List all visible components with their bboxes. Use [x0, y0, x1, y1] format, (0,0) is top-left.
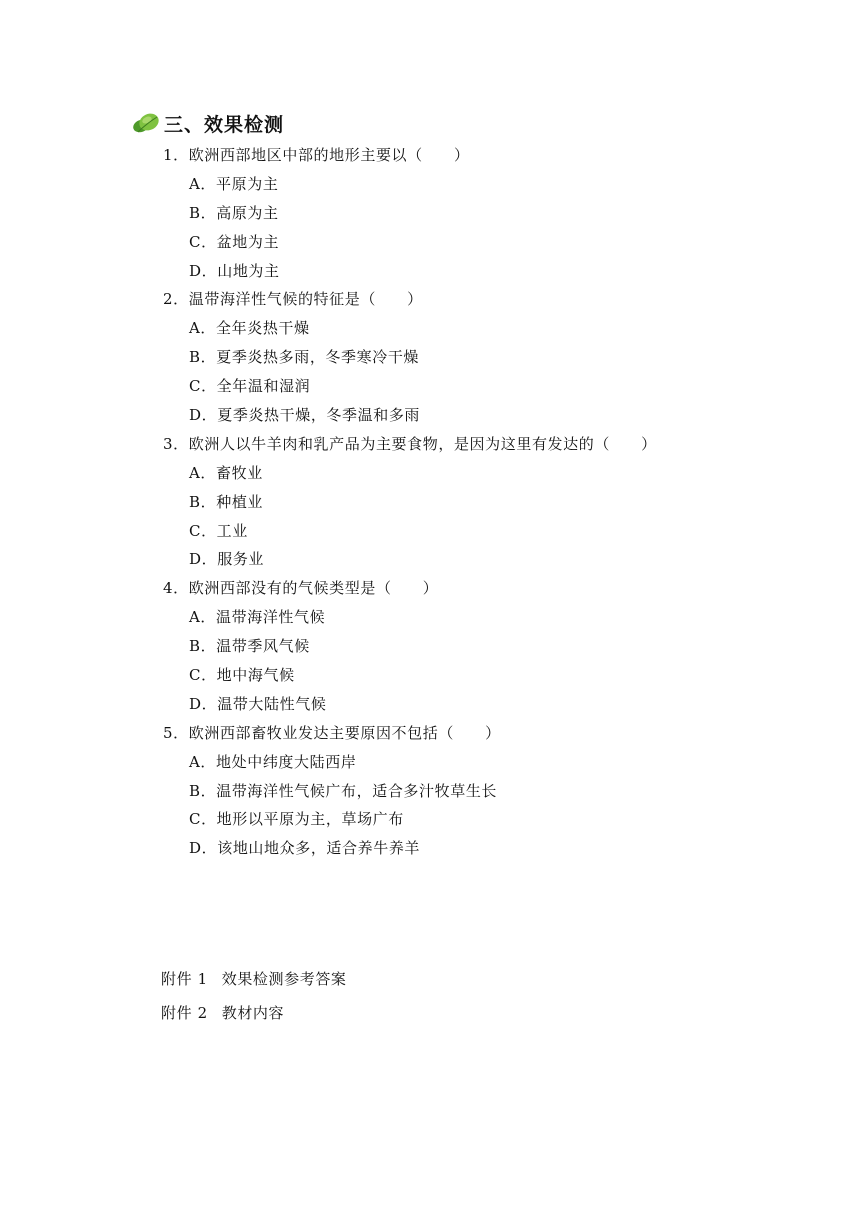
option-2d: D．夏季炎热干燥，冬季温和多雨: [189, 406, 421, 425]
question-text: 温带海洋性气候的特征是（ ）: [188, 290, 423, 309]
question-text: 欧洲人以牛羊肉和乳产品为主要食物，是因为这里有发达的（ ）: [188, 434, 657, 453]
attachment-list: [161, 962, 347, 1030]
question-2: [163, 285, 657, 314]
section-title: 三、效果检测: [164, 113, 285, 136]
question-number: 3．: [163, 434, 189, 453]
question-text: 欧洲西部地区中部的地形主要以（ ）: [188, 146, 470, 164]
option-3b: B．种植业: [189, 492, 264, 511]
question-4: [163, 574, 657, 603]
option-4d: D．温带大陆性气候: [189, 694, 327, 713]
question-5: [163, 719, 657, 748]
question-text: 欧洲西部畜牧业发达主要原因不包括（ ）: [188, 723, 501, 742]
section-heading: [132, 106, 284, 140]
question-3: [163, 430, 657, 459]
question-number: 5．: [163, 723, 189, 742]
option-4b: B．温带季风气候: [189, 637, 310, 656]
option-4a: A．温带海洋性气候: [189, 608, 326, 627]
question-1: [163, 141, 657, 170]
question-list: [163, 141, 657, 863]
option-5d: D．该地山地众多，适合养牛养羊: [189, 839, 421, 858]
attachment-text: 效果检测参考答案: [221, 970, 347, 988]
option-2a: A．全年炎热干燥: [189, 319, 310, 338]
option-2b: B．夏季炎热多雨，冬季寒冷干燥: [189, 348, 420, 367]
option-2c: C．全年温和湿润: [189, 377, 311, 396]
attachment-1: [161, 962, 347, 996]
question-number: 2．: [163, 290, 189, 309]
option-3d: D．服务业: [189, 550, 265, 569]
option-1a: A．平原为主: [189, 174, 279, 193]
attachment-text: 教材内容: [221, 1004, 285, 1022]
option-3a: A．畜牧业: [189, 463, 263, 482]
question-text: 欧洲西部没有的气候类型是（ ）: [188, 579, 439, 598]
option-1d: D．山地为主: [189, 261, 280, 280]
option-1c: C．盆地为主: [189, 232, 280, 251]
option-5b: B．温带海洋性气候广布，适合多汁牧草生长: [189, 781, 498, 800]
option-5c: C．地形以平原为主，草场广布: [189, 810, 404, 829]
question-number: 1．: [163, 146, 189, 164]
question-number: 4．: [163, 579, 189, 598]
attachment-2: [161, 996, 347, 1030]
leaf-icon: [132, 108, 162, 138]
option-3c: C．工业: [189, 521, 248, 540]
option-4c: C．地中海气候: [189, 666, 295, 685]
attachment-label: 附件 2: [161, 1004, 208, 1022]
option-5a: A．地处中纬度大陆西岸: [189, 752, 357, 771]
attachment-label: 附件 1: [161, 970, 208, 988]
option-1b: B．高原为主: [189, 203, 279, 222]
